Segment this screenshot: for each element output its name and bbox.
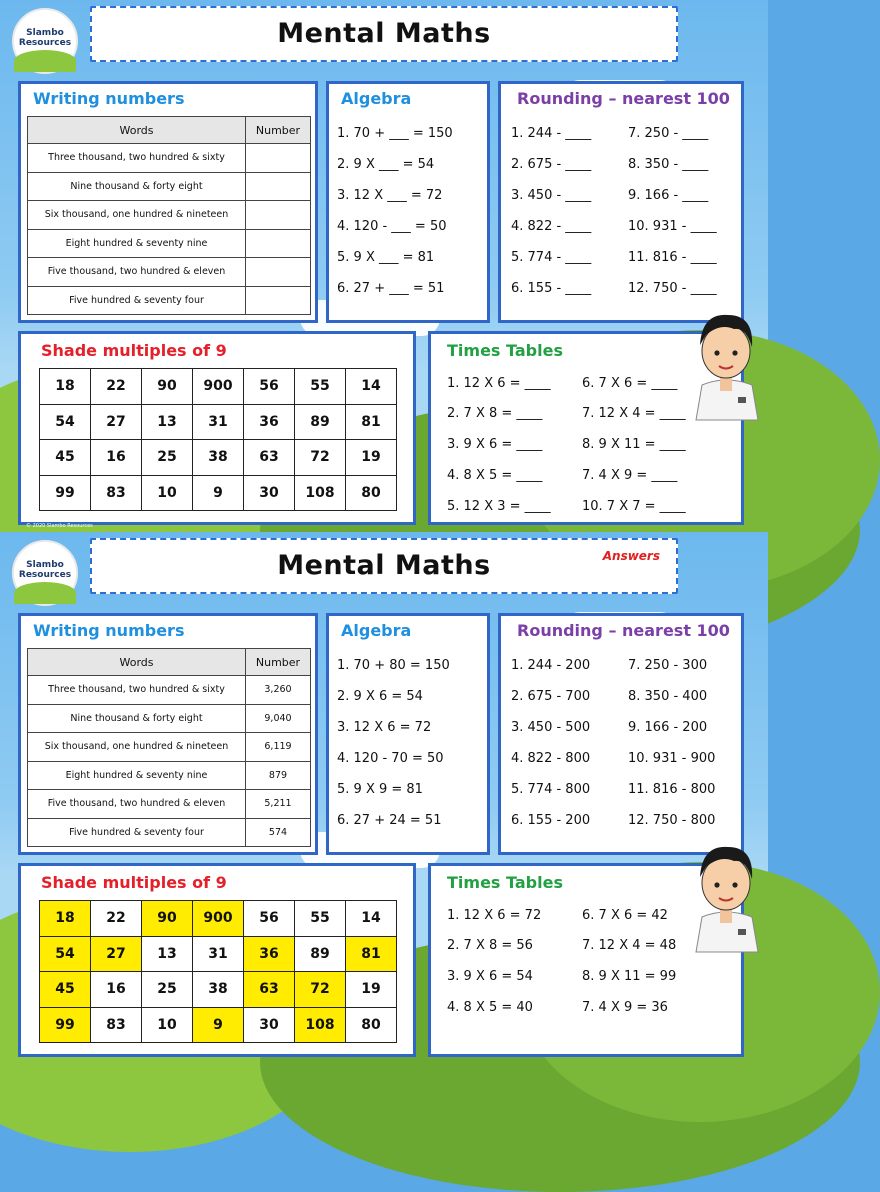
grid-cell: 45: [40, 972, 91, 1008]
grid-cell: 55: [295, 901, 346, 937]
table-row: [28, 229, 311, 258]
grid-cell: 36: [244, 936, 295, 972]
grid-cell[interactable]: 56: [244, 369, 295, 405]
rounding-answer: 10. 931 - 900: [628, 751, 716, 766]
writing-numbers-panel: [18, 81, 318, 323]
answer-cell[interactable]: [246, 172, 311, 201]
grid-cell: 63: [244, 972, 295, 1008]
shade-multiples-panel: [18, 863, 416, 1057]
grid-cell: 54: [40, 936, 91, 972]
algebra-question: 3. 12 X ___ = 72: [337, 188, 443, 203]
table-row: [28, 172, 311, 201]
rounding-answer: 1. 244 - 200: [511, 658, 591, 673]
rounding-panel: [498, 81, 744, 323]
words-cell: Five hundred & seventy four: [28, 286, 246, 315]
grid-row: [40, 972, 397, 1008]
grid-cell[interactable]: 45: [40, 440, 91, 476]
grid-cell: 72: [295, 972, 346, 1008]
algebra-heading: Algebra: [341, 621, 412, 640]
rounding-question: 3. 450 - ____: [511, 188, 592, 203]
rounding-heading: Rounding – nearest 100: [517, 89, 730, 108]
table-row: [28, 704, 311, 733]
grid-cell[interactable]: 16: [91, 440, 142, 476]
grid-cell: 25: [142, 972, 193, 1008]
words-cell: Three thousand, two hundred & sixty: [28, 676, 246, 705]
shade-multiples-heading: Shade multiples of 9: [41, 341, 227, 360]
rounding-answer: 5. 774 - 800: [511, 782, 591, 797]
table-row: [28, 790, 311, 819]
algebra-answer: 6. 27 + 24 = 51: [337, 813, 442, 828]
col-number: Number: [246, 117, 311, 144]
times-question: 1. 12 X 6 = ____: [447, 376, 551, 391]
rounding-answer: 6. 155 - 200: [511, 813, 591, 828]
times-question: 8. 9 X 11 = ____: [582, 437, 686, 452]
rounding-question: 4. 822 - ____: [511, 219, 592, 234]
rounding-answer: 2. 675 - 700: [511, 689, 591, 704]
words-cell: Eight hundred & seventy nine: [28, 229, 246, 258]
writing-numbers-heading: Writing numbers: [33, 89, 185, 108]
grid-row: [40, 440, 397, 476]
algebra-question: 6. 27 + ___ = 51: [337, 281, 445, 296]
grid-cell: 99: [40, 1007, 91, 1043]
rounding-answer: 8. 350 - 400: [628, 689, 708, 704]
title-banner: [90, 6, 678, 62]
rounding-question: 6. 155 - ____: [511, 281, 592, 296]
algebra-answer: 4. 120 - 70 = 50: [337, 751, 444, 766]
times-tables-heading: Times Tables: [447, 873, 563, 892]
times-answer: 2. 7 X 8 = 56: [447, 938, 533, 953]
table-row: [28, 258, 311, 287]
algebra-heading: Algebra: [341, 89, 412, 108]
grid-cell[interactable]: 89: [295, 404, 346, 440]
table-row: [28, 818, 311, 847]
writing-numbers-table: [27, 116, 311, 315]
col-number: Number: [246, 649, 311, 676]
answer-cell[interactable]: [246, 286, 311, 315]
times-question: 6. 7 X 6 = ____: [582, 376, 678, 391]
worksheet-answers: [0, 532, 768, 1033]
words-cell: Five hundred & seventy four: [28, 818, 246, 847]
grid-cell[interactable]: 81: [346, 404, 397, 440]
page-title: Mental Maths: [277, 550, 491, 581]
times-question: 4. 8 X 5 = ____: [447, 468, 543, 483]
col-words: Words: [28, 117, 246, 144]
table-row: [28, 286, 311, 315]
scientist-boy-illustration: [690, 837, 762, 952]
rounding-answer: 9. 166 - 200: [628, 720, 708, 735]
grid-cell[interactable]: 19: [346, 440, 397, 476]
answer-cell: 3,260: [246, 676, 311, 705]
rounding-question: 8. 350 - ____: [628, 157, 709, 172]
grid-row: [40, 475, 397, 511]
grid-cell: 80: [346, 1007, 397, 1043]
grid-row: [40, 901, 397, 937]
grid-cell: 16: [91, 972, 142, 1008]
grid-cell: 38: [193, 972, 244, 1008]
rounding-heading: Rounding – nearest 100: [517, 621, 730, 640]
scientist-boy-illustration: [690, 305, 762, 420]
grid-cell: 22: [91, 901, 142, 937]
grid-cell: 108: [295, 1007, 346, 1043]
grid-cell[interactable]: 27: [91, 404, 142, 440]
grid-cell[interactable]: 36: [244, 404, 295, 440]
grid-row: [40, 936, 397, 972]
table-row: [28, 144, 311, 173]
grid-cell[interactable]: 25: [142, 440, 193, 476]
answers-label: Answers: [602, 549, 660, 563]
slambo-logo: [12, 8, 78, 74]
rounding-panel: [498, 613, 744, 855]
grid-cell: 30: [244, 1007, 295, 1043]
grid-cell: 90: [142, 901, 193, 937]
algebra-panel: [326, 81, 490, 323]
words-cell: Five thousand, two hundred & eleven: [28, 790, 246, 819]
grid-cell: 9: [193, 1007, 244, 1043]
answer-cell: 5,211: [246, 790, 311, 819]
times-answer: 1. 12 X 6 = 72: [447, 908, 542, 923]
writing-numbers-table: [27, 648, 311, 847]
words-cell: Six thousand, one hundred & nineteen: [28, 201, 246, 230]
times-answer: 8. 9 X 11 = 99: [582, 969, 677, 984]
worksheet-questions: [0, 0, 768, 532]
col-words: Words: [28, 649, 246, 676]
multiples-grid-answers: [39, 900, 397, 1043]
times-answer: 3. 9 X 6 = 54: [447, 969, 533, 984]
algebra-answer: 5. 9 X 9 = 81: [337, 782, 423, 797]
grid-cell[interactable]: 72: [295, 440, 346, 476]
times-answer: 7. 12 X 4 = 48: [582, 938, 677, 953]
answer-cell[interactable]: [246, 144, 311, 173]
answer-cell: 9,040: [246, 704, 311, 733]
grid-cell[interactable]: 31: [193, 404, 244, 440]
table-row: [28, 733, 311, 762]
grid-cell: 83: [91, 1007, 142, 1043]
grid-cell[interactable]: 63: [244, 440, 295, 476]
grid-cell[interactable]: 22: [91, 369, 142, 405]
times-answer: 6. 7 X 6 = 42: [582, 908, 668, 923]
times-tables-heading: Times Tables: [447, 341, 563, 360]
grid-cell: 27: [91, 936, 142, 972]
grid-cell[interactable]: 38: [193, 440, 244, 476]
grid-cell[interactable]: 55: [295, 369, 346, 405]
grid-row: [40, 404, 397, 440]
copyright-text: © 2020 Slambo Resources: [26, 523, 93, 529]
rounding-question: 11. 816 - ____: [628, 250, 717, 265]
grid-cell: 13: [142, 936, 193, 972]
grid-cell[interactable]: 10: [142, 475, 193, 511]
times-question: 3. 9 X 6 = ____: [447, 437, 543, 452]
rounding-answer: 11. 816 - 800: [628, 782, 716, 797]
times-question: 10. 7 X 7 = ____: [582, 499, 686, 514]
grid-cell: 89: [295, 936, 346, 972]
rounding-question: 1. 244 - ____: [511, 126, 592, 141]
words-cell: Six thousand, one hundred & nineteen: [28, 733, 246, 762]
page-title: Mental Maths: [277, 18, 491, 49]
words-cell: Nine thousand & forty eight: [28, 172, 246, 201]
grid-cell[interactable]: 80: [346, 475, 397, 511]
rounding-answer: 7. 250 - 300: [628, 658, 708, 673]
table-row: [28, 201, 311, 230]
rounding-answer: 12. 750 - 800: [628, 813, 716, 828]
grid-cell: 56: [244, 901, 295, 937]
shade-multiples-heading: Shade multiples of 9: [41, 873, 227, 892]
rounding-answer: 4. 822 - 800: [511, 751, 591, 766]
table-row: [28, 761, 311, 790]
table-row: [28, 676, 311, 705]
grid-row: [40, 1007, 397, 1043]
algebra-answer: 1. 70 + 80 = 150: [337, 658, 450, 673]
grid-cell: 19: [346, 972, 397, 1008]
grid-cell[interactable]: 99: [40, 475, 91, 511]
times-question: 7. 12 X 4 = ____: [582, 406, 686, 421]
words-cell: Eight hundred & seventy nine: [28, 761, 246, 790]
answer-cell[interactable]: [246, 258, 311, 287]
writing-numbers-heading: Writing numbers: [33, 621, 185, 640]
grid-cell: 81: [346, 936, 397, 972]
grid-cell[interactable]: 14: [346, 369, 397, 405]
grid-cell: 900: [193, 901, 244, 937]
rounding-question: 2. 675 - ____: [511, 157, 592, 172]
rounding-question: 7. 250 - ____: [628, 126, 709, 141]
grid-cell: 14: [346, 901, 397, 937]
logo-text: Slambo Resources: [18, 560, 72, 580]
rounding-question: 9. 166 - ____: [628, 188, 709, 203]
answer-cell[interactable]: [246, 229, 311, 258]
logo-text: Slambo Resources: [18, 28, 72, 48]
grid-cell[interactable]: 9: [193, 475, 244, 511]
writing-numbers-panel: [18, 613, 318, 855]
answer-cell: 879: [246, 761, 311, 790]
answer-cell: 574: [246, 818, 311, 847]
algebra-answer: 2. 9 X 6 = 54: [337, 689, 423, 704]
multiples-grid: [39, 368, 397, 511]
grid-cell[interactable]: 18: [40, 369, 91, 405]
rounding-question: 10. 931 - ____: [628, 219, 717, 234]
times-answer: 4. 8 X 5 = 40: [447, 1000, 533, 1015]
grid-cell[interactable]: 13: [142, 404, 193, 440]
algebra-question: 4. 120 - ___ = 50: [337, 219, 447, 234]
grid-cell[interactable]: 30: [244, 475, 295, 511]
slambo-logo: [12, 540, 78, 606]
answer-cell[interactable]: [246, 201, 311, 230]
grid-cell[interactable]: 108: [295, 475, 346, 511]
times-question: 5. 12 X 3 = ____: [447, 499, 551, 514]
words-cell: Five thousand, two hundred & eleven: [28, 258, 246, 287]
rounding-answer: 3. 450 - 500: [511, 720, 591, 735]
words-cell: Three thousand, two hundred & sixty: [28, 144, 246, 173]
grid-cell[interactable]: 83: [91, 475, 142, 511]
grid-cell: 31: [193, 936, 244, 972]
times-answer: 7. 4 X 9 = 36: [582, 1000, 668, 1015]
title-banner: [90, 538, 678, 594]
grid-cell[interactable]: 90: [142, 369, 193, 405]
shade-multiples-panel: [18, 331, 416, 525]
rounding-question: 12. 750 - ____: [628, 281, 717, 296]
algebra-question: 1. 70 + ___ = 150: [337, 126, 453, 141]
grid-cell: 10: [142, 1007, 193, 1043]
words-cell: Nine thousand & forty eight: [28, 704, 246, 733]
grid-row: [40, 369, 397, 405]
answer-cell: 6,119: [246, 733, 311, 762]
algebra-question: 2. 9 X ___ = 54: [337, 157, 435, 172]
times-question: 7. 4 X 9 = ____: [582, 468, 678, 483]
grid-cell[interactable]: 900: [193, 369, 244, 405]
algebra-panel: [326, 613, 490, 855]
algebra-answer: 3. 12 X 6 = 72: [337, 720, 432, 735]
grid-cell[interactable]: 54: [40, 404, 91, 440]
grid-cell: 18: [40, 901, 91, 937]
algebra-question: 5. 9 X ___ = 81: [337, 250, 435, 265]
times-question: 2. 7 X 8 = ____: [447, 406, 543, 421]
rounding-question: 5. 774 - ____: [511, 250, 592, 265]
